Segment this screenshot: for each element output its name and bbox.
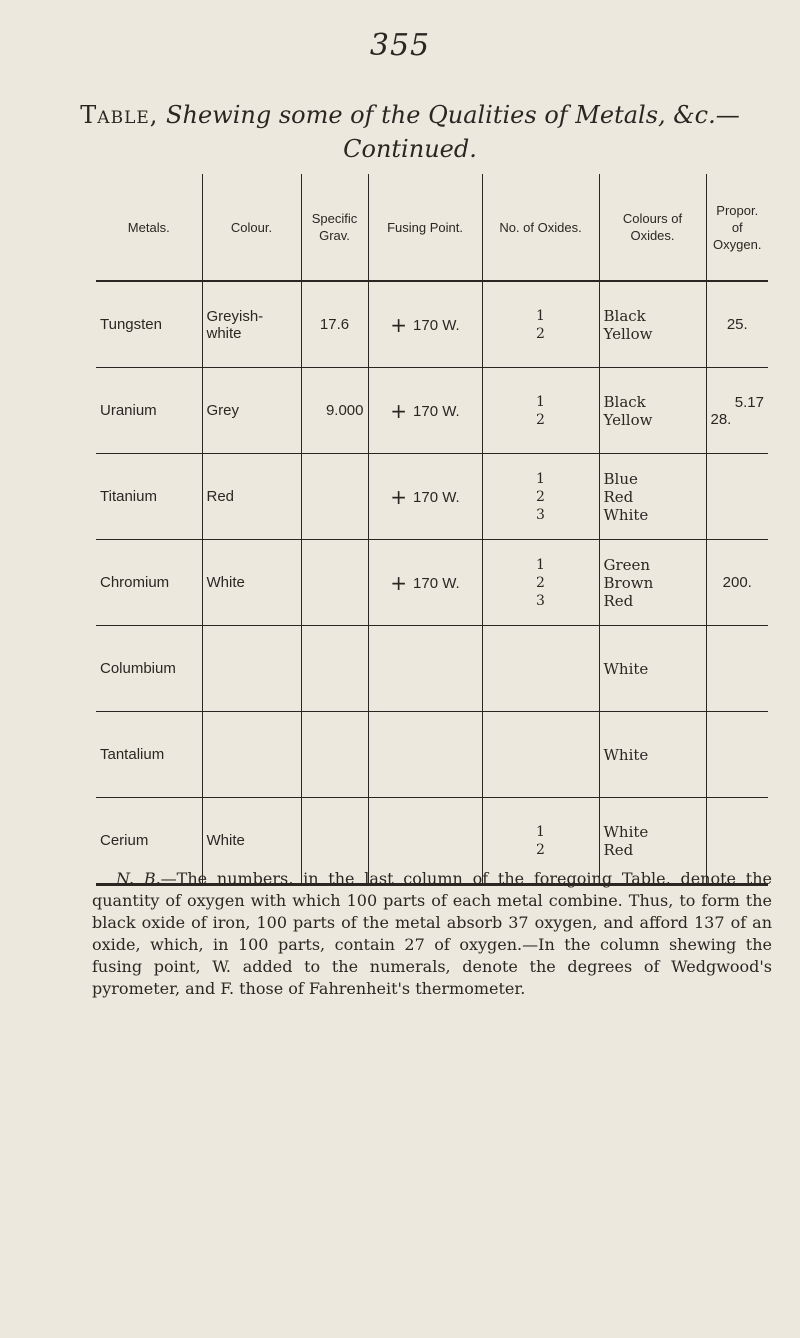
fusing-point bbox=[368, 454, 482, 540]
plus-sign: + bbox=[390, 398, 408, 423]
specific-gravity: 17.6 bbox=[301, 281, 368, 368]
oxide-colour: Blue bbox=[603, 469, 638, 488]
table-row bbox=[96, 712, 768, 798]
oxide-colour: Red bbox=[603, 591, 634, 610]
oxide-number: 1 bbox=[536, 393, 545, 410]
oxide-colour: White bbox=[603, 745, 649, 764]
oxide-colour: Red bbox=[603, 840, 634, 859]
header-specific-gravity: Specific Grav. bbox=[301, 174, 368, 281]
fusing-value: 170 W. bbox=[413, 488, 460, 506]
metal-colour: White bbox=[202, 540, 301, 626]
oxide-colour: Black bbox=[603, 392, 646, 411]
oxide-number: 3 bbox=[536, 506, 545, 523]
table-row bbox=[96, 368, 768, 454]
oxide-colours bbox=[599, 454, 706, 540]
metal-name: Chromium bbox=[96, 540, 202, 626]
oxygen-proportion bbox=[706, 368, 768, 454]
oxide-number: 2 bbox=[536, 411, 545, 428]
metal-name: Tantalium bbox=[96, 712, 202, 798]
plus-sign: + bbox=[390, 570, 408, 595]
oxide-number: 2 bbox=[536, 574, 545, 591]
metals-table bbox=[96, 174, 768, 886]
oxide-count bbox=[482, 626, 599, 712]
metal-colour: Greyish-white bbox=[202, 281, 301, 368]
oxide-colour: Green bbox=[603, 555, 651, 574]
plus-sign: + bbox=[390, 484, 408, 509]
metal-name: Tungsten bbox=[96, 281, 202, 368]
oxide-colour: Yellow bbox=[603, 324, 653, 343]
fusing-point bbox=[368, 626, 482, 712]
metal-name: Uranium bbox=[96, 368, 202, 454]
header-fusing-point: Fusing Point. bbox=[368, 174, 482, 281]
table-row bbox=[96, 626, 768, 712]
oxide-number: 2 bbox=[536, 488, 545, 505]
title-prefix: Table, bbox=[80, 101, 159, 129]
page-number: 355 bbox=[369, 28, 431, 63]
oxide-count bbox=[482, 368, 599, 454]
oxide-number: 1 bbox=[536, 470, 545, 487]
oxygen-proportion: 25. bbox=[706, 281, 768, 368]
metal-colour: White bbox=[202, 798, 301, 885]
oxide-colours bbox=[599, 368, 706, 454]
metal-colour bbox=[202, 712, 301, 798]
metal-name: Columbium bbox=[96, 626, 202, 712]
fusing-value: 170 W. bbox=[413, 316, 460, 334]
oxide-colours bbox=[599, 626, 706, 712]
metal-colour: Red bbox=[202, 454, 301, 540]
specific-gravity bbox=[301, 540, 368, 626]
oxide-colour: White bbox=[603, 505, 649, 524]
title-continued: Continued. bbox=[343, 135, 477, 163]
header-number-of-oxides: No. of Oxides. bbox=[482, 174, 599, 281]
oxide-colour: Red bbox=[603, 487, 634, 506]
fusing-point bbox=[368, 281, 482, 368]
oxide-number: 1 bbox=[536, 556, 545, 573]
oxygen-proportion bbox=[706, 712, 768, 798]
metal-name: Titanium bbox=[96, 454, 202, 540]
oxide-colour: White bbox=[603, 659, 649, 678]
table-row bbox=[96, 540, 768, 626]
table-row bbox=[96, 454, 768, 540]
oxide-colours bbox=[599, 540, 706, 626]
title-italic: Shewing some of the Qualities of Metals, &c.— bbox=[166, 101, 740, 129]
oxygen-proportion bbox=[706, 454, 768, 540]
specific-gravity bbox=[301, 712, 368, 798]
fusing-point bbox=[368, 368, 482, 454]
fusing-point bbox=[368, 712, 482, 798]
fusing-value: 170 W. bbox=[413, 402, 460, 420]
specific-gravity: 9.000 bbox=[301, 368, 368, 454]
page-title bbox=[80, 98, 740, 166]
specific-gravity bbox=[301, 454, 368, 540]
oxide-count bbox=[482, 712, 599, 798]
oxide-count bbox=[482, 454, 599, 540]
fusing-value: 170 W. bbox=[413, 574, 460, 592]
footnote-text: —The numbers, in the last column of the foregoing Table, denote the quantity of oxygen with which 100 parts of each metal combine. Thus, to form the black oxide of iron, 100 parts of the metal absorb 37 oxygen, and afford 137 of an oxide, which, in 100 parts, contain 27 of oxygen.—In the column shewing the fusing point, W. added to the numerals, denote the degrees of Wedgwood's pyrometer, and F. those of Fahrenheit's thermometer. bbox=[92, 869, 772, 998]
fusing-point bbox=[368, 540, 482, 626]
specific-gravity bbox=[301, 626, 368, 712]
oxide-colours bbox=[599, 281, 706, 368]
oxygen-proportion: 200. bbox=[706, 540, 768, 626]
oxide-colour: Brown bbox=[603, 573, 654, 592]
metal-colour: Grey bbox=[202, 368, 301, 454]
oxygen-proportion bbox=[706, 626, 768, 712]
table-row bbox=[96, 281, 768, 368]
oxygen-value: 28. bbox=[710, 410, 732, 428]
header-proportion-of-oxygen: Propor. of Oxygen. bbox=[706, 174, 768, 281]
metal-name: Cerium bbox=[96, 798, 202, 885]
oxide-colour: White bbox=[603, 822, 649, 841]
oxide-count bbox=[482, 540, 599, 626]
oxide-number: 2 bbox=[536, 325, 545, 342]
footnote bbox=[92, 868, 772, 1000]
oxide-colours bbox=[599, 712, 706, 798]
oxide-number: 1 bbox=[536, 307, 545, 324]
header-colour: Colour. bbox=[202, 174, 301, 281]
footnote-lead: N. B. bbox=[116, 869, 161, 888]
oxide-count bbox=[482, 281, 599, 368]
header-metals: Metals. bbox=[96, 174, 202, 281]
oxide-colour: Yellow bbox=[603, 410, 653, 429]
oxide-number: 2 bbox=[536, 841, 545, 858]
oxide-number: 1 bbox=[536, 823, 545, 840]
plus-sign: + bbox=[390, 312, 408, 337]
oxide-number: 3 bbox=[536, 592, 545, 609]
metal-colour bbox=[202, 626, 301, 712]
oxygen-value: 5.17 bbox=[734, 393, 764, 411]
table-header-row bbox=[96, 174, 768, 281]
oxide-colour: Black bbox=[603, 306, 646, 325]
header-colours-of-oxides: Colours of Oxides. bbox=[599, 174, 706, 281]
